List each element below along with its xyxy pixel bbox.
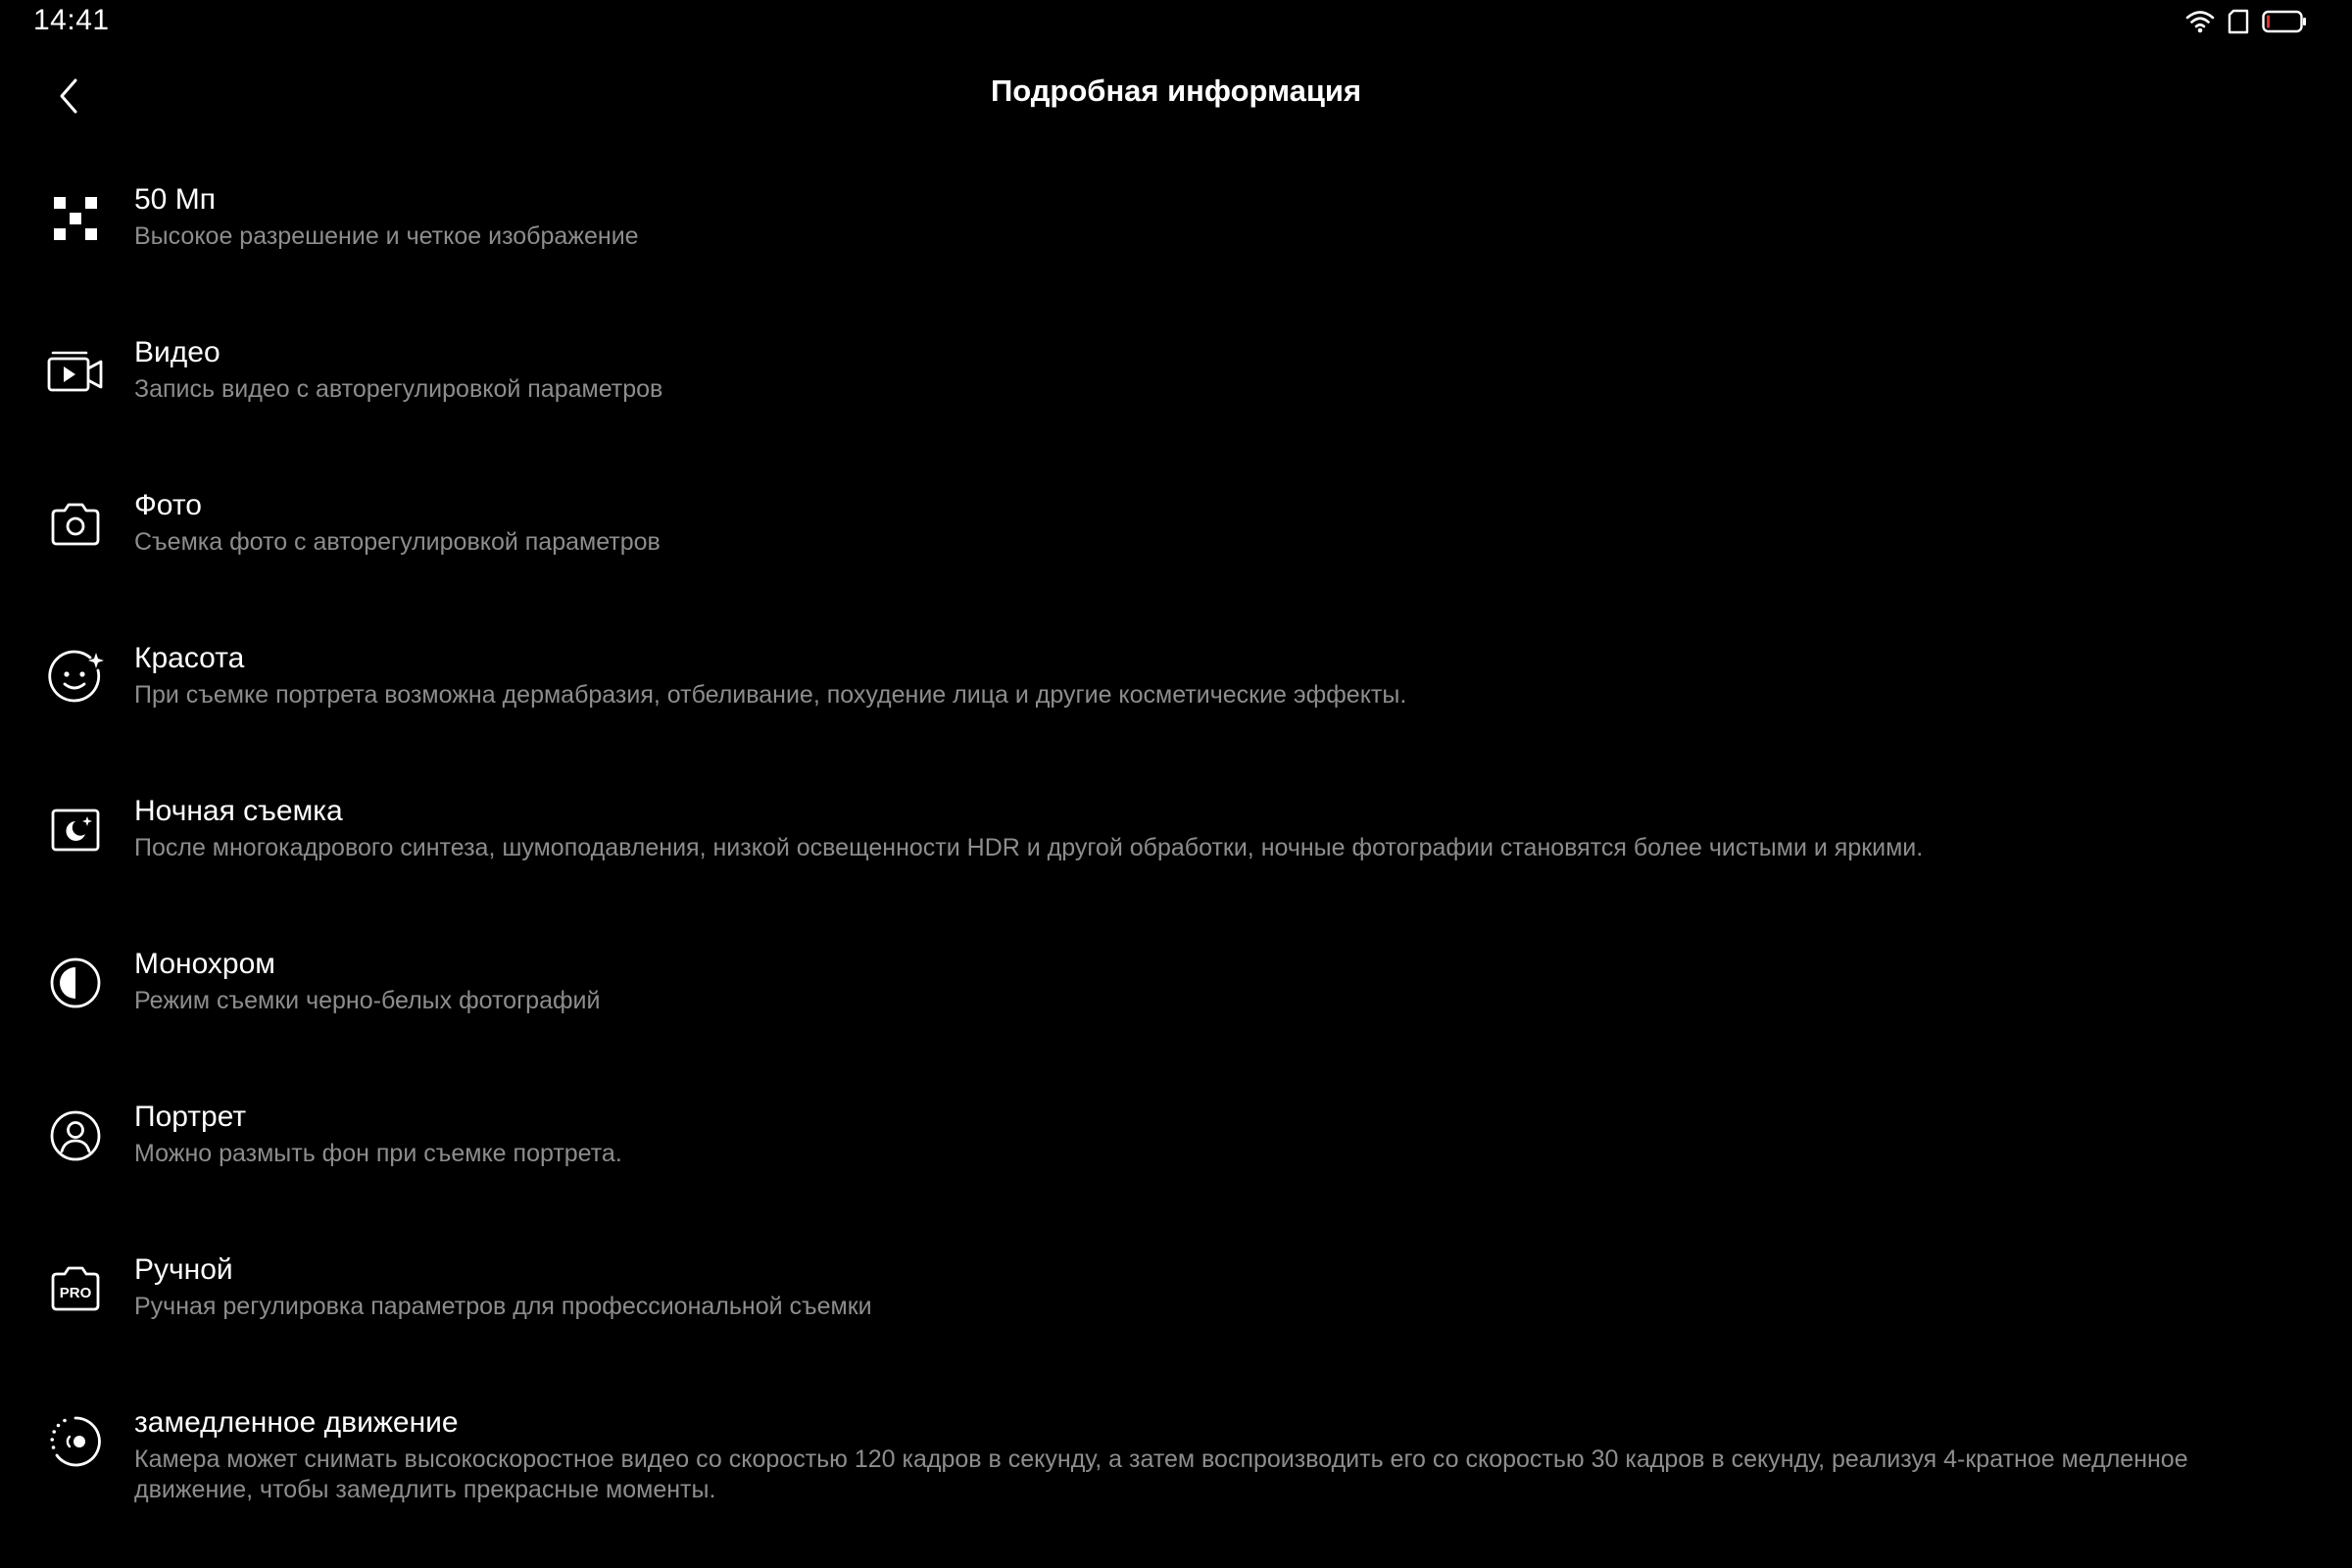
feature-description: При съемке портрета возможна дермабразия, отбеливание, похудение лица и другие косметические эффекты.: [134, 681, 1407, 709]
feature-title: Монохром: [134, 948, 275, 980]
feature-title: Ночная съемка: [134, 795, 343, 827]
feature-title: замедленное движение: [134, 1406, 459, 1439]
feature-item-slow-motion: [0, 1401, 2352, 1568]
status-icons: [2185, 9, 2307, 34]
feature-description: Режим съемки черно-белых фотографий: [134, 987, 601, 1014]
feature-item-pro: [0, 1249, 2352, 1401]
feature-text: [134, 484, 2234, 558]
feature-description: Высокое разрешение и четкое изображение: [134, 222, 639, 250]
app-header: [0, 59, 2352, 129]
portrait-icon: [47, 1107, 104, 1164]
feature-item-resolution: [0, 178, 2352, 331]
night-mode-icon: [47, 802, 104, 858]
feature-title: Фото: [134, 489, 202, 521]
feature-title: Красота: [134, 642, 245, 674]
feature-text: [134, 637, 2234, 710]
status-time: 14:41: [33, 4, 110, 36]
beauty-face-icon: [47, 649, 104, 706]
wifi-icon: [2185, 10, 2215, 33]
feature-description: Ручная регулировка параметров для профессиональной съемки: [134, 1293, 872, 1320]
camera-icon: [47, 496, 104, 553]
pro-badge-text: PRO: [59, 1285, 92, 1301]
feature-description: Съемка фото с авторегулировкой параметров: [134, 528, 661, 556]
feature-title: Ручной: [134, 1253, 233, 1286]
feature-item-beauty: [0, 637, 2352, 790]
feature-item-portrait: [0, 1096, 2352, 1249]
feature-item-monochrome: [0, 943, 2352, 1096]
feature-description: После многокадрового синтеза, шумоподавления, низкой освещенности HDR и другой обработки, ночные фотографии становятся более чистыми и яркими.: [134, 834, 1924, 861]
feature-item-video: [0, 331, 2352, 484]
feature-description: Запись видео с авторегулировкой параметров: [134, 375, 663, 403]
feature-description: Можно размыть фон при съемке портрета.: [134, 1140, 622, 1167]
battery-icon: [2262, 10, 2307, 33]
feature-text: [134, 943, 2234, 1016]
feature-title: Портрет: [134, 1101, 247, 1133]
feature-title: 50 Мп: [134, 183, 216, 216]
feature-list: [0, 178, 2352, 1568]
sim-icon: [2227, 9, 2250, 34]
video-icon: [47, 343, 104, 400]
feature-text: [134, 1096, 2234, 1169]
page-title: Подробная информация: [990, 74, 1362, 108]
resolution-icon: [47, 190, 104, 247]
feature-text: [134, 178, 2234, 252]
feature-title: Видео: [134, 336, 220, 368]
feature-text: [134, 790, 2234, 863]
feature-item-photo: [0, 484, 2352, 637]
status-bar: [0, 0, 2352, 45]
feature-description: Камера может снимать высокоскоростное видео со скоростью 120 кадров в секунду, а затем воспроизводить его со скоростью 30 кадров в секунду, реализуя 4-кратное медленное движение, чтобы замедлить прекрасные моменты.: [134, 1446, 2188, 1503]
feature-text: [134, 1249, 2234, 1322]
monochrome-icon: [47, 955, 104, 1011]
slow-motion-icon: [47, 1413, 104, 1470]
feature-text: [134, 331, 2234, 405]
pro-mode-icon: [47, 1260, 104, 1317]
feature-text: [134, 1401, 2234, 1505]
feature-item-night: [0, 790, 2352, 943]
